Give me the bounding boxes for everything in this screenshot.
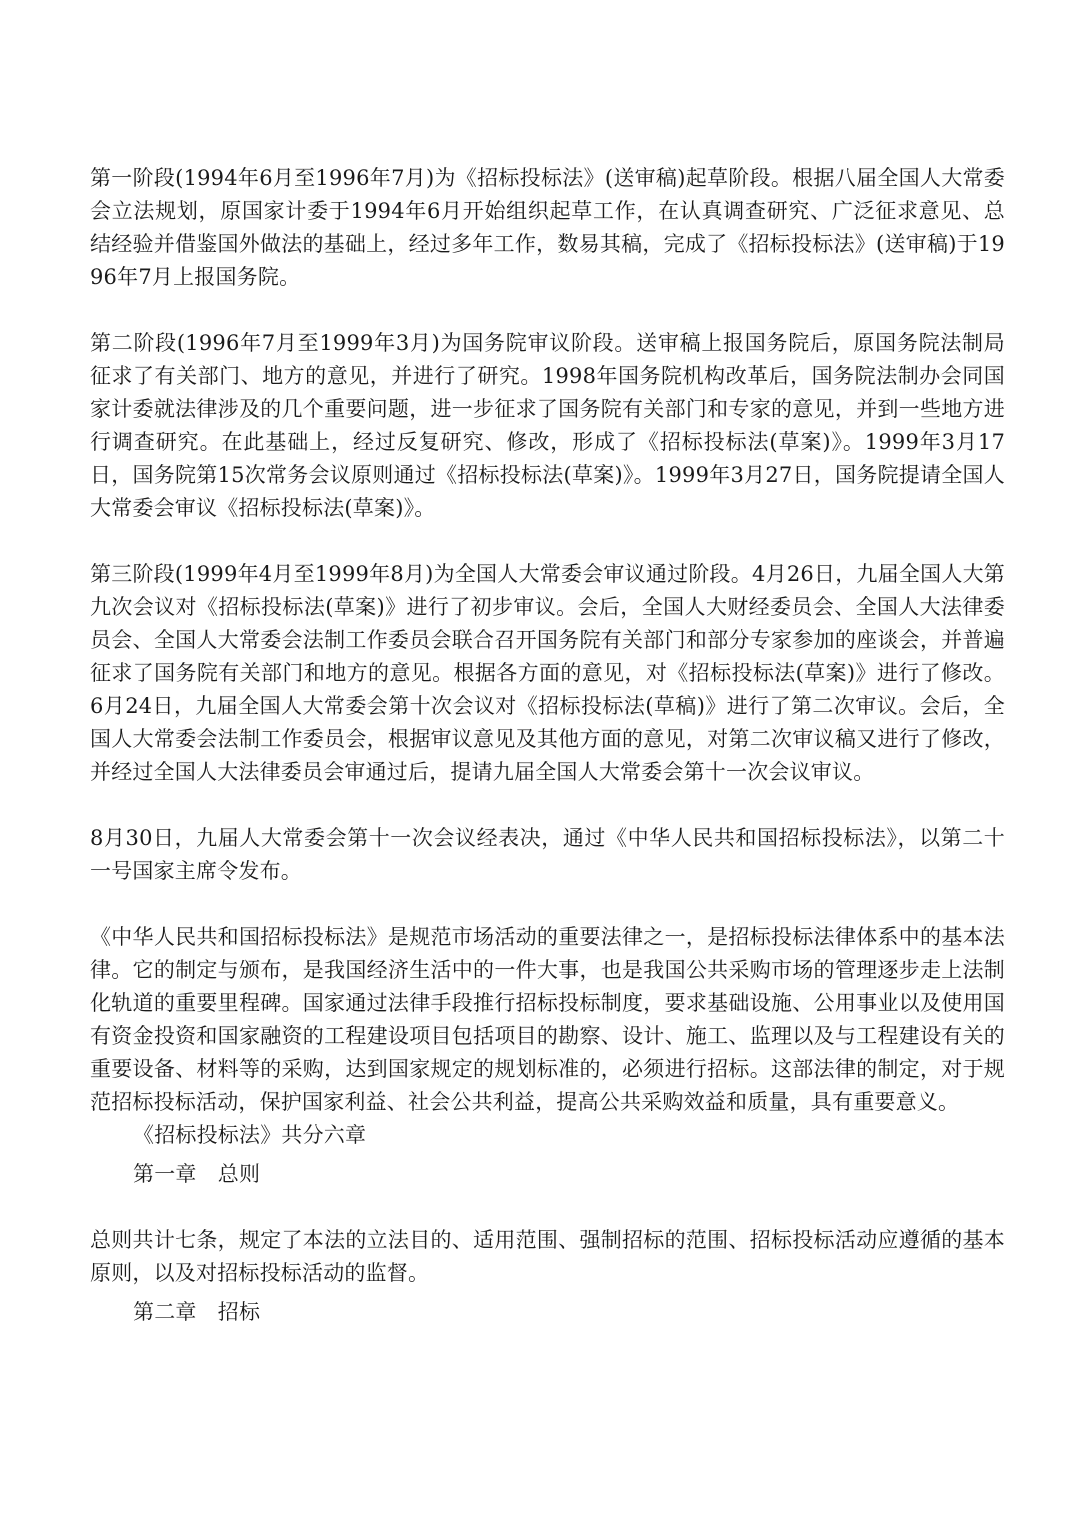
chapter-two-heading: 第二章 招标 [133, 1300, 261, 1324]
document-body [90, 162, 1005, 1329]
paragraph-adoption: 8月30日，九届人大常委会第十一次会议经表决，通过《中华人民共和国招标投标法》，以第二十一号国家主席令发布。 [90, 826, 1005, 883]
chapter-one-heading: 第一章 总则 [133, 1162, 261, 1186]
paragraph-stage-one: 第一阶段(1994年6月至1996年7月)为《招标投标法》(送审稿)起草阶段。根据八届全国人大常委会立法规划，原国家计委于1994年6月开始组织起草工作，在认真调查研究、广泛征求意见、总结经验并借鉴国外做法的基础上，经过多年工作，数易其稿，完成了《招标投标法》(送审稿)于1996年7月上报国务院。 [90, 166, 1005, 289]
paragraph-general-provisions: 总则共计七条，规定了本法的立法目的、适用范围、强制招标的范围、招标投标活动应遵循的基本原则，以及对招标投标活动的监督。 [90, 1228, 1005, 1285]
paragraph-significance: 《中华人民共和国招标投标法》是规范市场活动的重要法律之一，是招标投标法律体系中的基本法律。它的制定与颁布，是我国经济生活中的一件大事，也是我国公共采购市场的管理逐步走上法制化轨道的重要里程碑。国家通过法律手段推行招标投标制度，要求基础设施、公用事业以及使用国有资金投资和国家融资的工程建设项目包括项目的勘察、设计、施工、监理以及与工程建设有关的重要设备、材料等的采购，达到国家规定的规划标准的，必须进行招标。这部法律的制定，对于规范招标投标活动，保护国家利益、社会公共利益，提高公共采购效益和质量，具有重要意义。 [90, 925, 1005, 1114]
paragraph-stage-two: 第二阶段(1996年7月至1999年3月)为国务院审议阶段。送审稿上报国务院后，原国务院法制局征求了有关部门、地方的意见，并进行了研究。1998年国务院机构改革后，国务院法制办会同国家计委就法律涉及的几个重要问题，进一步征求了国务院有关部门和专家的意见，并到一些地方进行调查研究。在此基础上，经过反复研究、修改，形成了《招标投标法(草案)》。1999年3月17日，国务院第15次常务会议原则通过《招标投标法(草案)》。1999年3月27日，国务院提请全国人大常委会审议《招标投标法(草案)》。 [90, 331, 1005, 520]
paragraph-stage-three: 第三阶段(1999年4月至1999年8月)为全国人大常委会审议通过阶段。4月26日，九届全国人大第九次会议对《招标投标法(草案)》进行了初步审议。会后，全国人大财经委员会、全国人大法律委员会、全国人大常委会法制工作委员会联合召开国务院有关部门和部分专家参加的座谈会，并普遍征求了国务院有关部门和地方的意见。根据各方面的意见，对《招标投标法(草案)》进行了修改。6月24日，九届全国人大常委会第十次会议对《招标投标法(草稿)》进行了第二次审议。会后，全国人大常委会法制工作委员会，根据审议意见及其他方面的意见，对第二次审议稿又进行了修改，并经过全国人大法律委员会审通过后，提请九届全国人大常委会第十一次会议审议。 [90, 562, 1005, 784]
structure-intro-line: 《招标投标法》共分六章 [133, 1123, 367, 1147]
